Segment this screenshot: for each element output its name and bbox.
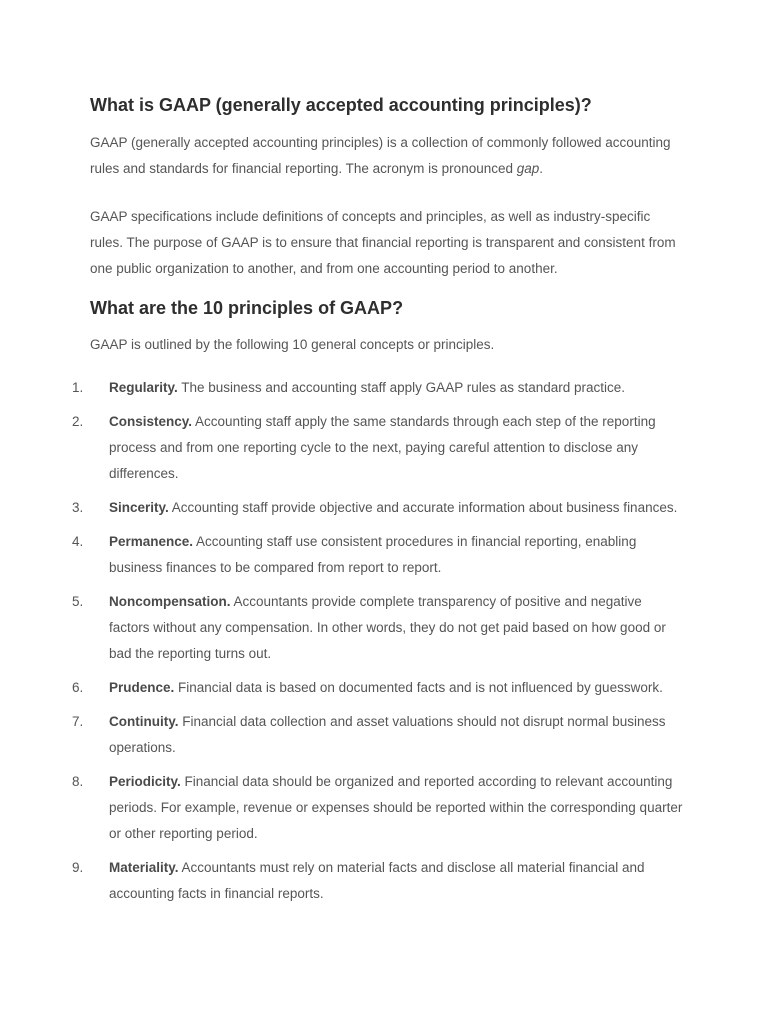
principle-term: Consistency. (109, 414, 193, 429)
principles-list (72, 375, 686, 907)
paragraph-principles-intro: GAAP is outlined by the following 10 general concepts or principles. (90, 337, 495, 352)
principle-term: Sincerity. (109, 500, 169, 515)
list-number: 3. (72, 500, 84, 515)
principle-description: Financial data collection and asset valuations should not disrupt normal business operations. (109, 714, 666, 755)
section-heading-ten-principles: What are the 10 principles of GAAP? (90, 298, 404, 318)
paragraph-gaap-specifications: GAAP specifications include definitions of concepts and principles, as well as industry-specific rules. The purpose of GAAP is to ensure that financial reporting is transparent and consistent from one public organization to another, and from one accounting period to another. (90, 209, 676, 276)
list-number: 8. (72, 774, 84, 789)
section-heading-what-is-gaap: What is GAAP (generally accepted accounting principles)? (90, 95, 592, 115)
list-item (72, 529, 686, 581)
list-number: 5. (72, 594, 84, 609)
paragraph-punctuation: . (539, 161, 544, 176)
list-number: 6. (72, 680, 84, 695)
principle-term: Prudence. (109, 680, 175, 695)
list-item (72, 409, 686, 487)
list-number: 4. (72, 534, 84, 549)
principle-description: Accounting staff use consistent procedures in financial reporting, enabling business finances to be compared from report to report. (109, 534, 637, 575)
list-number: 1. (72, 380, 84, 395)
list-number: 9. (72, 860, 84, 875)
principle-description: The business and accounting staff apply GAAP rules as standard practice. (177, 380, 626, 395)
principle-term: Permanence. (109, 534, 194, 549)
principle-term: Regularity. (109, 380, 178, 395)
principle-description: Accountants provide complete transparency of positive and negative factors without any compensation. In other words, they do not get paid based on how good or bad the reporting turns out. (109, 594, 666, 661)
list-number: 2. (72, 414, 84, 429)
pronunciation-emphasis: gap (516, 161, 540, 176)
list-item (72, 769, 686, 847)
principle-term: Materiality. (109, 860, 179, 875)
list-item (72, 495, 686, 521)
list-item (72, 709, 686, 761)
paragraph-text: GAAP (generally accepted accounting principles) is a collection of commonly followed accounting rules and standards for financial reporting. The acronym is pronounced (90, 135, 671, 176)
principle-term: Continuity. (109, 714, 179, 729)
list-item (72, 375, 686, 401)
list-number: 7. (72, 714, 84, 729)
principle-description: Financial data should be organized and reported according to relevant accounting periods. For example, revenue or expenses should be reported within the corresponding quarter or other reporting period. (109, 774, 683, 841)
principle-term: Noncompensation. (109, 594, 231, 609)
list-item (72, 855, 686, 907)
list-item (72, 675, 686, 701)
principle-description: Accountants must rely on material facts and disclose all material financial and accounting facts in financial reports. (109, 860, 645, 901)
paragraph-gaap-definition (90, 130, 686, 182)
list-item (72, 589, 686, 667)
principle-description: Financial data is based on documented facts and is not influenced by guesswork. (174, 680, 663, 695)
principle-term: Periodicity. (109, 774, 181, 789)
principle-description: Accounting staff apply the same standards through each step of the reporting process and from one reporting cycle to the next, paying careful attention to disclose any differences. (109, 414, 656, 481)
principle-description: Accounting staff provide objective and accurate information about business finances. (168, 500, 678, 515)
